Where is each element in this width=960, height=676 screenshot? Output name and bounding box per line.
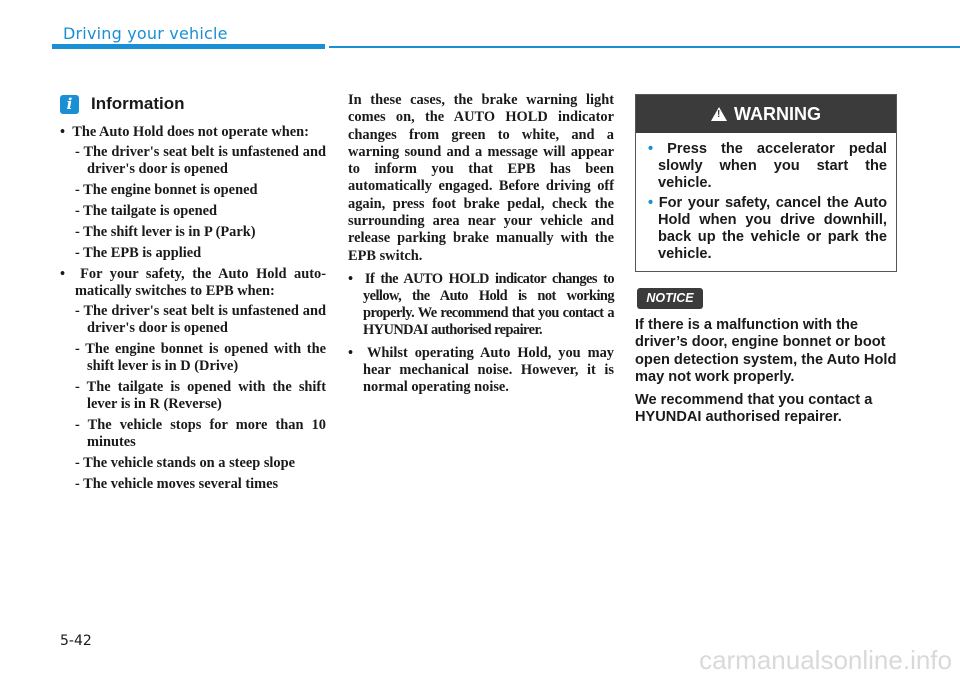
notice-paragraph: If there is a malfunction with the driver’s door, engine bonnet or boot open detection system, the Auto Hold may not work properly. — [635, 317, 897, 385]
information-continued-column — [348, 92, 614, 402]
info-subitem: - The vehicle moves several times — [75, 476, 279, 492]
warning-header — [636, 95, 896, 133]
notice-text — [635, 317, 897, 433]
notice-paragraph: We recommend that you contact a HYUNDAI authorised repairer. — [635, 392, 873, 426]
watermark: carmanualsonline.info — [699, 645, 952, 675]
bullet-dot-icon: • — [648, 195, 654, 211]
info-subitem: - The tailgate is opened — [75, 203, 218, 219]
information-heading — [60, 94, 326, 114]
info-paragraph: In these cases, the brake warning light comes on, the AUTO HOLD indicator changes from green to white, and a warning sound and a message will appear to inform you that EPB has been automatically engaged. Before driving off again, press foot brake pedal, check the surrounding area near your vehicle and release parking brake manually with the EPB switch. — [348, 92, 614, 264]
info-bullet: • The Auto Hold does not operate when: — [60, 124, 309, 140]
warning-list — [636, 133, 896, 263]
info-subitem: - The EPB is applied — [75, 245, 202, 261]
info-subitem: - The driver's seat belt is unfastened and driver's door is opened — [75, 144, 326, 177]
info-subitem: - The driver's seat belt is unfastened and driver's door is opened — [75, 303, 326, 336]
info-subitem: - The shift lever is in P (Park) — [75, 224, 256, 240]
section-title: Driving your vehicle — [63, 24, 228, 43]
info-subitem: - The vehicle stands on a steep slope — [75, 455, 296, 471]
header-rule-thick — [52, 44, 325, 49]
warning-title: WARNING — [734, 103, 821, 124]
warning-item: • Press the accelerator pedal slowly when you start the vehicle. — [648, 141, 887, 191]
info-icon: i — [60, 95, 79, 114]
info-bullet: • If the AUTO HOLD indicator changes to yellow, the Auto Hold is not working properly. We recommend that you contact a HYUNDAI authorised repairer. — [348, 270, 615, 338]
bullet-dot-icon: • — [648, 141, 654, 157]
info-subitem: - The vehicle stops for more than 10 minutes — [75, 417, 326, 450]
info-subitem: - The engine bonnet is opened with the shift lever is in D (Drive) — [75, 341, 326, 374]
info-subitem: - The tailgate is opened with the shift lever is in R (Reverse) — [75, 379, 326, 412]
information-title: Information — [91, 94, 185, 113]
warning-box — [635, 94, 897, 272]
warning-triangle-icon: ! — [711, 107, 727, 121]
header-rule-thin — [329, 46, 960, 48]
info-bullet: • For your safety, the Auto Hold auto-matically switches to EPB when: — [60, 266, 326, 299]
page-number: 5-42 — [60, 633, 92, 649]
notice-badge: NOTICE — [637, 288, 703, 309]
info-bullet: • Whilst operating Auto Hold, you may hear mechanical noise. However, it is normal operating noise. — [348, 344, 615, 395]
info-subitem: - The engine bonnet is opened — [75, 182, 258, 198]
information-column — [60, 94, 326, 497]
warning-item: • For your safety, cancel the Auto Hold when you drive downhill, back up the vehicle or park the vehicle. — [648, 195, 888, 262]
